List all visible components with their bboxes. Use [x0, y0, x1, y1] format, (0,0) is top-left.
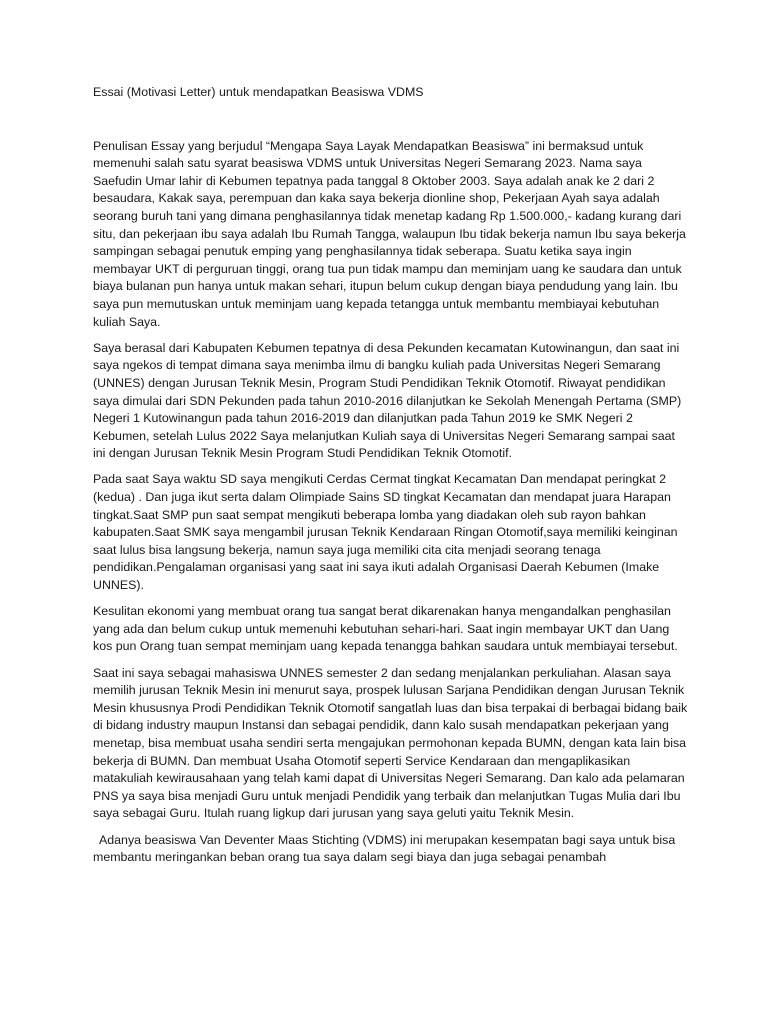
document-title: Essai (Motivasi Letter) untuk mendapatkan Beasiswa VDMS	[93, 85, 424, 99]
paragraph-major-reasons: Saat ini saya sebagai mahasiswa UNNES semester 2 dan sedang menjalankan perkuliahan. Alasan saya memilih jurusan Teknik Mesin ini menurut saya, prospek lulusan Sarjana Pendidikan dengan Jurusan Teknik Mesin khususnya Prodi Pendidikan Teknik Otomotif sangatlah luas dan bisa terpakai di berbagai bidang baik di bidang industry maupun Instansi dan sebagai pendidik, dann kalo susah mendapatkan pekerjaan yang menetap, bisa membuat usaha sendiri serta mengajukan permohonan kepada BUMN, dengan kata lain bisa bekerja di BUMN. Dan membuat Usaha Otomotif seperti Service Kendaraan dan mengaplikasikan matakuliah kewirausahaan yang telah kami dapat di Universitas Negeri Semarang. Dan kalo ada pelamaran PNS ya saya bisa menjadi Guru untuk menjadi Pendidik yang terbaik dan melanjutkan Tugas Mulia dari Ibu saya sebagai Guru. Itulah ruang ligkup dari jurusan yang saya geluti yaitu Teknik Mesin.	[93, 665, 688, 821]
paragraph-introduction: Penulisan Essay yang berjudul “Mengapa Saya Layak Mendapatkan Beasiswa” ini bermaksud untuk memenuhi salah satu syarat beasiswa VDMS untuk Universitas Negeri Semarang 2023. Nama saya Saefudin Umar lahir di Kebumen tepatnya pada tanggal 8 Oktober 2003. Saya adalah anak ke 2 dari 2 besaudara, Kakak saya, perempuan dan kaka saya bekerja dionline shop, Pekerjaan Ayah saya adalah seorang buruh tani yang dimana penghasilannya tidak menetap kadang Rp 1.500.000,- kadang kurang dari situ, dan pekerjaan ibu saya adalah Ibu Rumah Tangga, walaupun Ibu tidak bekerja namun Ibu saya bekerja sampingan sebagai penutuk emping yang penghasilannya tidak seberapa. Suatu ketika saya ingin membayar UKT di perguruan tinggi, orang tua pun tidak mampu dan meminjam uang ke saudara dan untuk biaya bulanan pun hanya untuk makan sehari, itupun belum cukup dengan biaya pendudung yang lain. Ibu saya pun memutuskan untuk meminjam uang kepada tetangga untuk membantu membiayai kebutuhan kuliah Saya.	[93, 138, 686, 329]
paragraph-achievements: Pada saat Saya waktu SD saya mengikuti Cerdas Cermat tingkat Kecamatan Dan mendapat peringkat 2 (kedua) . Dan juga ikut serta dalam Olimpiade Sains SD tingkat Kecamatan dan mendapat juara Harapan tingkat.Saat SMP pun saat sempat mengikuti beberapa lomba yang diadakan oleh sub rayon bahkan kabupaten.Saat SMK saya mengambil jurusan Teknik Kendaraan Ringan Otomotif,saya memiliki keinginan saat lulus bisa langsung bekerja, namun saya juga memiliki cita cita menjadi seorang tenaga pendidikan.Pengalaman organisasi yang saat ini saya ikuti adalah Organisasi Daerah Kebumen (Imake UNNES).	[93, 472, 678, 593]
paragraph-economic-hardship: Kesulitan ekonomi yang membuat orang tua sangat berat dikarenakan hanya mengandalkan penghasilan yang ada dan belum cukup untuk memenuhi kebutuhan sehari-hari. Saat ingin membayar UKT dan Uang kos pun Orang tuan sempat meminjam uang kepada tenangga bahkan saudara untuk membiayai tersebut.	[93, 604, 678, 654]
paragraph-origin-education: Saya berasal dari Kabupaten Kebumen tepatnya di desa Pekunden kecamatan Kutowinangun, dan saat ini saya ngekos di tempat dimana saya menimba ilmu di bangku kuliah pada Universitas Negeri Semarang (UNNES) dengan Jurusan Teknik Mesin, Program Studi Pendidikan Teknik Otomotif. Riwayat pendidikan saya dimulai dari SDN Pekunden pada tahun 2010-2016 dilanjutkan ke Sekolah Menengah Pertama (SMP) Negeri 1 Kutowinangun pada tahun 2016-2019 dan dilanjutkan pada Tahun 2019 ke SMK Negeri 2 Kebumen, setelah Lulus 2022 Saya melanjutkan Kuliah saya di Universitas Negeri Semarang sampai saat ini dengan Jurusan Teknik Mesin Program Studi Pendidikan Teknik Otomotif.	[93, 340, 682, 461]
document-body	[93, 84, 689, 875]
paragraph-scholarship: Adanya beasiswa Van Deventer Maas Stichting (VDMS) ini merupakan kesempatan bagi saya untuk bisa membantu meringankan beban orang tua saya dalam segi biaya dan juga sebagai penambah	[93, 832, 676, 865]
